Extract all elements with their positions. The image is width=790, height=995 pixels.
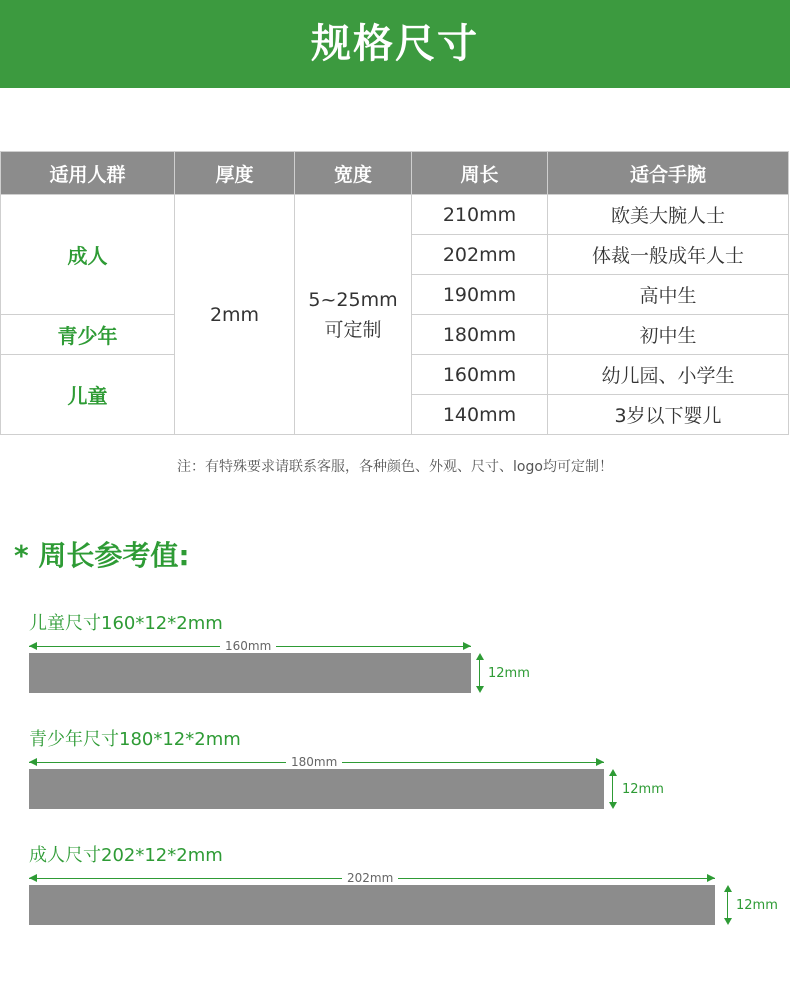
height-dimension-line bbox=[612, 772, 613, 806]
height-label: 12mm bbox=[622, 782, 664, 797]
column-header: 适合手腕 bbox=[548, 152, 789, 195]
width-range: 5~25mm bbox=[308, 288, 398, 311]
table-row bbox=[1, 195, 789, 235]
arrow-down-icon bbox=[476, 686, 484, 693]
group-adult: 成人 bbox=[1, 195, 175, 315]
length-label: 202mm bbox=[342, 871, 398, 885]
height-label: 12mm bbox=[488, 666, 530, 681]
width-cell bbox=[295, 195, 412, 435]
circumference-cell: 180mm bbox=[412, 315, 548, 355]
wristband-bar-teen bbox=[29, 769, 604, 809]
custom-note: 注：有特殊要求请联系客服，各种颜色、外观、尺寸、logo均可定制！ bbox=[177, 459, 613, 475]
height-dimension-line bbox=[727, 888, 728, 922]
arrow-down-icon bbox=[609, 802, 617, 809]
column-header: 宽度 bbox=[295, 152, 412, 195]
wrist-cell: 欧美大腕人士 bbox=[548, 195, 789, 235]
width-custom: 可定制 bbox=[324, 318, 382, 341]
arrow-left-icon bbox=[29, 642, 37, 650]
length-label: 160mm bbox=[220, 639, 276, 653]
arrow-down-icon bbox=[724, 918, 732, 925]
circumference-cell: 202mm bbox=[412, 235, 548, 275]
arrow-right-icon bbox=[707, 874, 715, 882]
group-child: 儿童 bbox=[1, 355, 175, 435]
wrist-cell: 初中生 bbox=[548, 315, 789, 355]
circumference-cell: 160mm bbox=[412, 355, 548, 395]
arrow-up-icon bbox=[476, 653, 484, 660]
length-label: 180mm bbox=[286, 755, 342, 769]
reference-title: * 周长参考值: bbox=[14, 539, 190, 572]
wrist-cell: 体裁一般成年人士 bbox=[548, 235, 789, 275]
circumference-cell: 140mm bbox=[412, 395, 548, 435]
wristband-bar-child bbox=[29, 653, 471, 693]
arrow-left-icon bbox=[29, 874, 37, 882]
circumference-cell: 190mm bbox=[412, 275, 548, 315]
height-label: 12mm bbox=[736, 898, 778, 913]
bar-label: 成人尺寸202*12*2mm bbox=[29, 845, 223, 866]
arrow-up-icon bbox=[724, 885, 732, 892]
column-header: 适用人群 bbox=[1, 152, 175, 195]
group-teen: 青少年 bbox=[1, 315, 175, 355]
arrow-up-icon bbox=[609, 769, 617, 776]
wristband-bar-adult bbox=[29, 885, 715, 925]
bar-label: 儿童尺寸160*12*2mm bbox=[29, 613, 223, 634]
circumference-cell: 210mm bbox=[412, 195, 548, 235]
wrist-cell: 3岁以下婴儿 bbox=[548, 395, 789, 435]
arrow-left-icon bbox=[29, 758, 37, 766]
height-dimension-line bbox=[479, 656, 480, 690]
column-header: 周长 bbox=[412, 152, 548, 195]
page-title: 规格尺寸 bbox=[311, 21, 479, 67]
arrow-right-icon bbox=[463, 642, 471, 650]
bar-label: 青少年尺寸180*12*2mm bbox=[29, 729, 241, 750]
wrist-cell: 幼儿园、小学生 bbox=[548, 355, 789, 395]
arrow-right-icon bbox=[596, 758, 604, 766]
column-header: 厚度 bbox=[175, 152, 295, 195]
spec-table bbox=[0, 151, 789, 435]
wrist-cell: 高中生 bbox=[548, 275, 789, 315]
table-header-row bbox=[1, 152, 789, 195]
thickness-cell: 2mm bbox=[175, 195, 295, 435]
